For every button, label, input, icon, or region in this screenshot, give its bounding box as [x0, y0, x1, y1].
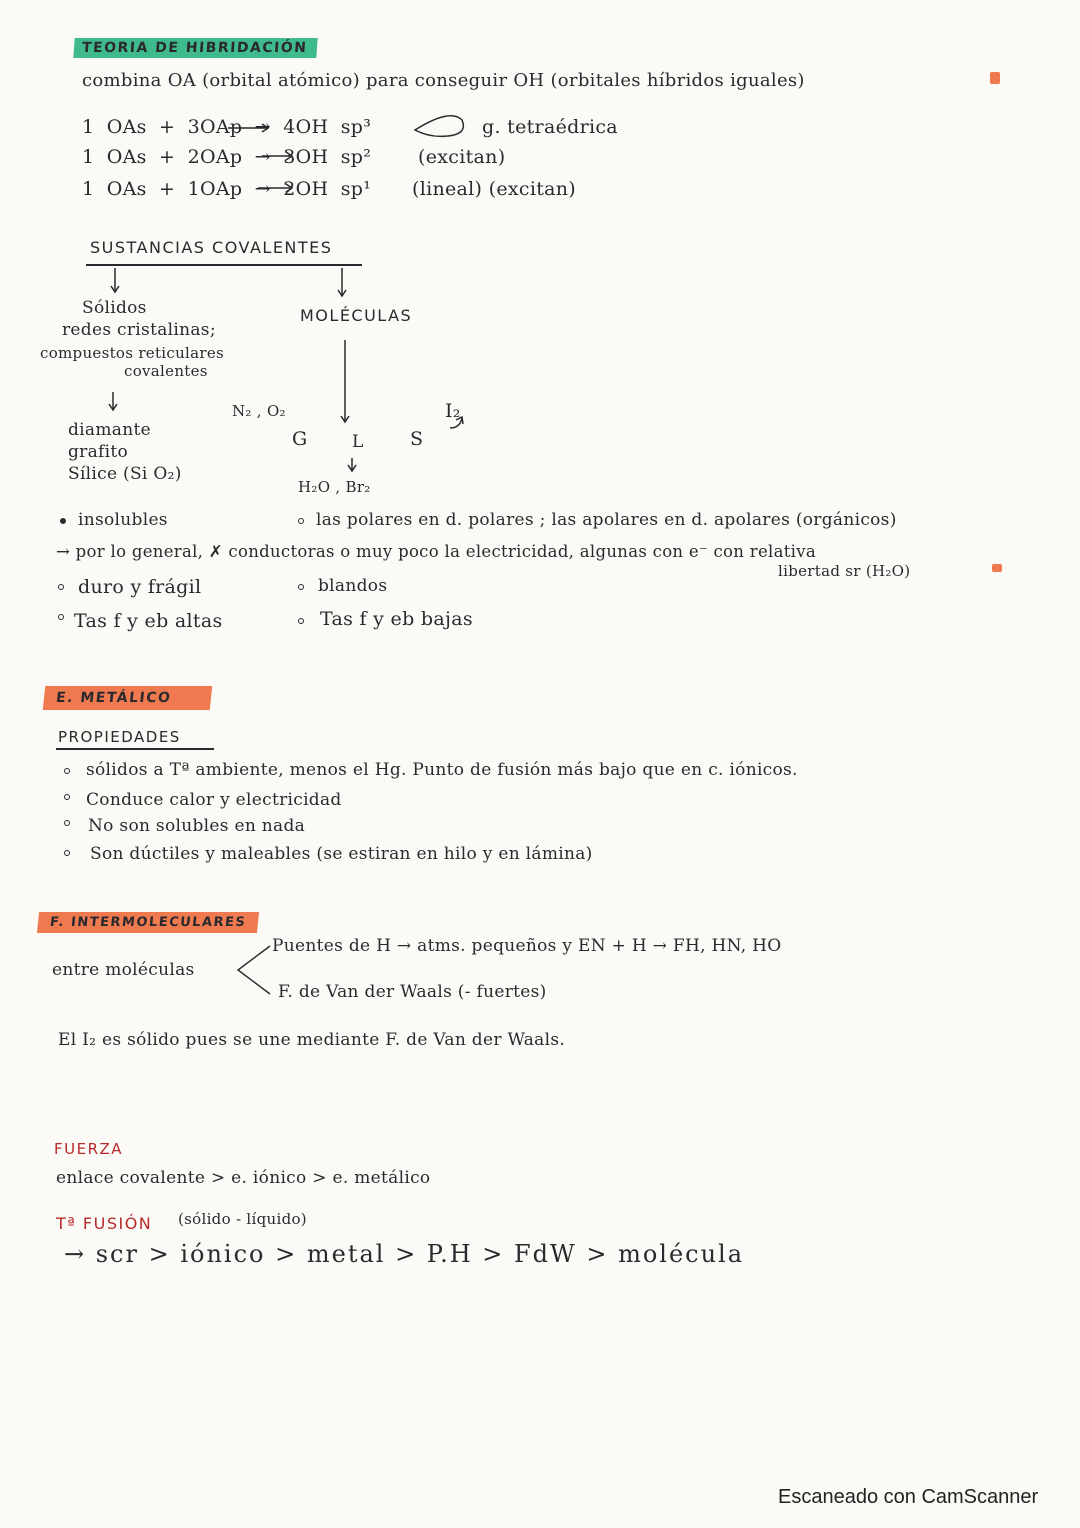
general-conductividad-2: libertad sr (H₂O) — [778, 562, 911, 580]
solid-examples: I₂ — [445, 400, 461, 422]
ejemplo-silice: Sílice (Si O₂) — [68, 464, 182, 484]
intermoleculares-heading: F. INTERMOLECULARES — [37, 912, 259, 933]
hibridacion-row-1-left: 1 OAs + 3OAp → 4OH sp³ — [82, 116, 372, 138]
solidos-title: Sólidos — [82, 298, 147, 318]
hibridacion-heading: TEORIA DE HIBRIDACIÓN — [73, 38, 318, 58]
highlight-mark — [990, 72, 1000, 84]
metalico-item-3: No son solubles en nada — [88, 816, 306, 836]
highlight-mark — [992, 564, 1002, 572]
metalico-item-2: Conduce calor y electricidad — [86, 790, 342, 810]
hibridacion-row-2-left: 1 OAs + 2OAp → 3OH sp² — [82, 146, 372, 168]
bullet — [60, 518, 66, 524]
fuerza-line: enlace covalente > e. iónico > e. metálico — [56, 1168, 431, 1188]
liquid-examples: H₂O , Br₂ — [298, 478, 371, 496]
ejemplo-diamante: diamante — [68, 420, 151, 440]
propiedades-heading: PROPIEDADES — [58, 728, 181, 746]
state-solid: S — [410, 428, 424, 450]
entre-moleculas: entre moléculas — [52, 960, 195, 980]
solidos-prop-insolubles: insolubles — [78, 510, 168, 530]
bullet — [64, 820, 70, 826]
metalico-item-1: sólidos a Tª ambiente, menos el Hg. Punto de fusión más bajo que en c. iónicos. — [86, 760, 798, 780]
state-liquid: L — [352, 432, 364, 452]
hibridacion-row-1-right: g. tetraédrica — [482, 116, 618, 138]
state-gas: G — [292, 428, 308, 450]
bullet — [58, 614, 64, 620]
moleculas-prop-solubilidad: las polares en d. polares ; las apolares en d. apolares (orgánicos) — [316, 510, 897, 530]
hibridacion-row-3-right: (lineal) (excitan) — [412, 178, 577, 200]
moleculas-prop-blandos: blandos — [318, 576, 388, 596]
bullet — [64, 768, 70, 774]
metalico-heading: E. METÁLICO — [43, 686, 213, 710]
bullet — [58, 584, 64, 590]
bullet — [64, 794, 70, 800]
tfusion-ranking: → scr > iónico > metal > P.H > FdW > molécula — [64, 1240, 745, 1268]
general-conductividad: → por lo general, ✗ conductoras o muy poco la electricidad, algunas con e⁻ con relativa — [56, 542, 816, 561]
camscanner-watermark: Escaneado con CamScanner — [778, 1486, 1039, 1508]
metalico-item-4: Son dúctiles y maleables (se estiran en hilo y en lámina) — [90, 844, 593, 864]
sustancias-underline — [86, 264, 362, 266]
tfusion-heading: Tª FUSIÓN — [56, 1214, 153, 1233]
solidos-desc-3: covalentes — [124, 362, 208, 380]
van-der-waals: F. de Van der Waals (- fuertes) — [278, 982, 547, 1002]
fuerza-heading: FUERZA — [54, 1140, 124, 1158]
solidos-prop-duro: duro y frágil — [78, 576, 202, 598]
sustancias-heading: SUSTANCIAS COVALENTES — [90, 238, 333, 257]
ejemplo-grafito: grafito — [68, 442, 129, 462]
propiedades-underline — [56, 748, 214, 750]
moleculas-prop-temperaturas: Tas f y eb bajas — [320, 608, 473, 630]
hibridacion-row-2-right: (excitan) — [418, 146, 506, 168]
bullet — [298, 518, 304, 524]
moleculas-title: MOLÉCULAS — [300, 306, 413, 325]
solidos-prop-temperaturas: Tas f y eb altas — [74, 610, 223, 632]
gas-examples: N₂ , O₂ — [232, 402, 286, 420]
bullet — [298, 584, 304, 590]
solidos-desc-1: redes cristalinas; — [62, 320, 216, 340]
bullet — [64, 850, 70, 856]
i2-note: El I₂ es sólido pues se une mediante F. de Van der Waals. — [58, 1030, 566, 1050]
bullet — [298, 618, 304, 624]
solidos-desc-2: compuestos reticulares — [40, 344, 225, 362]
hibridacion-row-3-left: 1 OAs + 1OAp → 2OH sp¹ — [82, 178, 372, 200]
puentes-de-h: Puentes de H → atms. pequeños y EN + H → FH, HN, HO — [272, 936, 782, 956]
tfusion-sub: (sólido - líquido) — [178, 1210, 307, 1228]
hibridacion-intro: combina OA (orbital atómico) para conseguir OH (orbitales híbridos iguales) — [82, 70, 805, 91]
